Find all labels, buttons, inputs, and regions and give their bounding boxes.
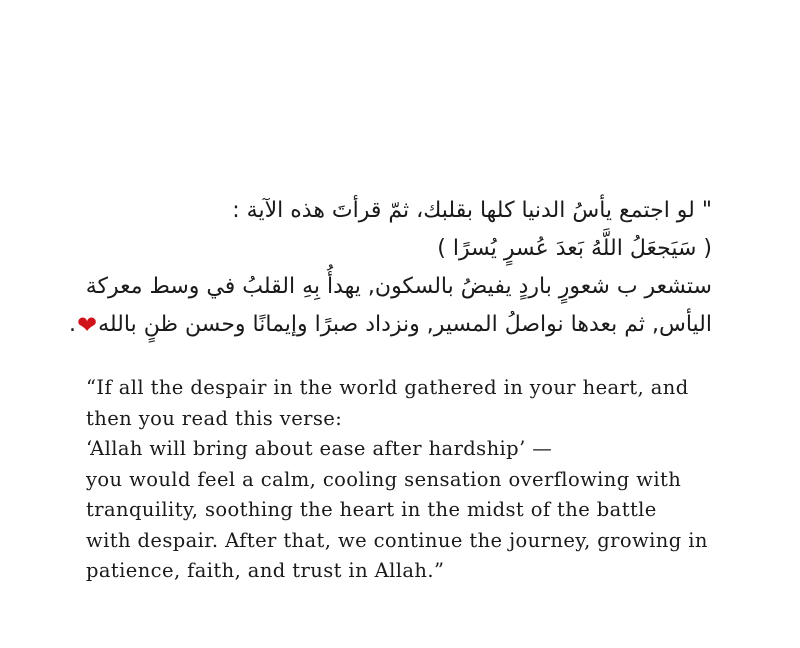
arabic-end-mark: . — [68, 312, 76, 337]
arabic-quote — [68, 192, 712, 344]
english-line-2: then you read this verse: — [86, 406, 343, 430]
arabic-line-2-verse: ( سَيَجعَلُ اللَّهُ بَعدَ عُسرٍ يُسرًا ) — [437, 236, 712, 261]
english-line-5: tranquility, soothing the heart in the midst of the battle — [86, 498, 657, 521]
arabic-line-4 — [68, 306, 712, 344]
arabic-line-1: " لو اجتمع يأسُ الدنيا كلها بقلبك، ثمّ قرأتَ هذه الآية : — [232, 198, 712, 223]
english-line-3-verse: ‘Allah will bring about ease after hardship’ — — [86, 437, 553, 460]
red-heart-icon: ❤ — [76, 311, 98, 339]
english-translation — [86, 373, 706, 587]
arabic-line-4-text: اليأس, ثم بعدها نواصلُ المسير, ونزداد صبرًا وإيمانًا وحسن ظنٍ بالله — [98, 312, 712, 337]
english-line-1: “If all the despair in the world gathered in your heart, and — [86, 376, 689, 399]
english-line-7: patience, faith, and trust in Allah.” — [86, 559, 445, 582]
arabic-line-3: ستشعر ب شعورٍ باردٍ يفيضُ بالسكون, يهدأُ بِهِ القلبُ في وسط معركة — [85, 274, 712, 299]
english-line-6: with despair. After that, we continue the journey, growing in — [86, 528, 708, 552]
english-line-4: you would feel a calm, cooling sensation overflowing with — [86, 467, 682, 491]
